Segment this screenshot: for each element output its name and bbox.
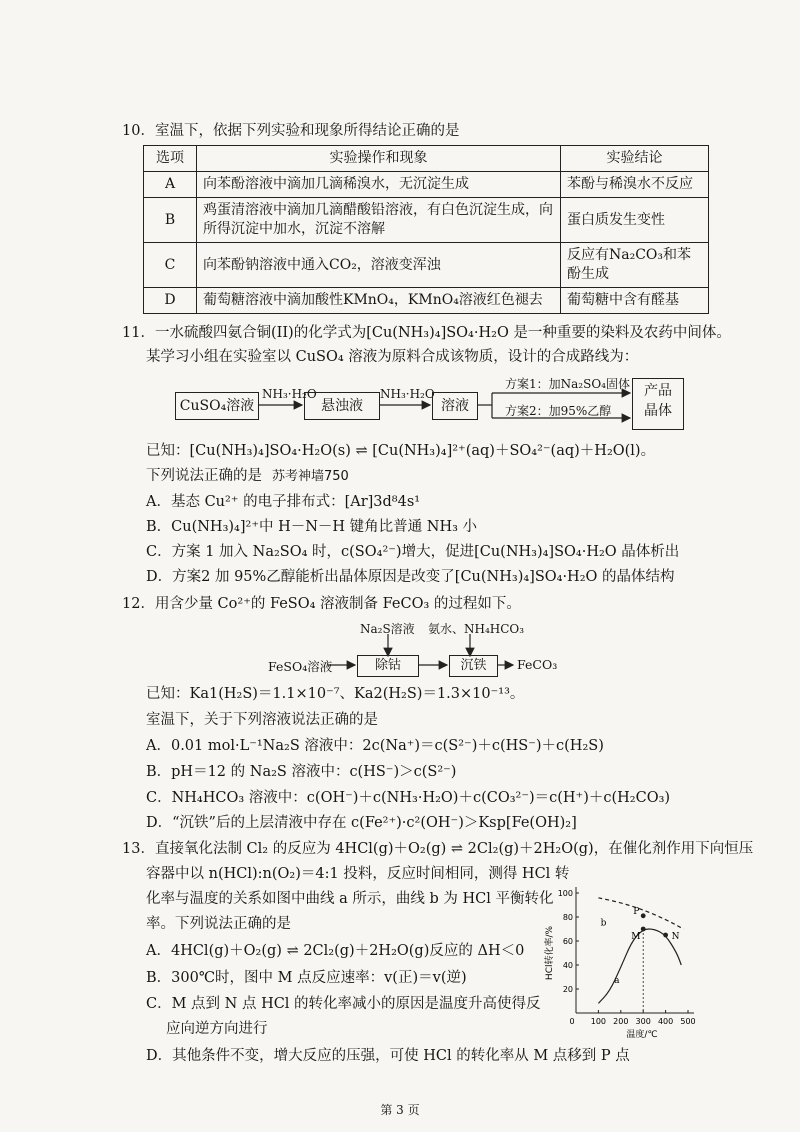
q13-option-b: B．300℃时，图中 M 点反应速率：v(正)＝v(逆) <box>146 970 467 986</box>
table-header: 选项 <box>144 146 197 172</box>
q12-ask: 室温下，关于下列溶液说法正确的是 <box>146 712 378 728</box>
q12-known: 已知：Ka1(H₂S)＝1.1×10⁻⁷、Ka2(H₂S)＝1.3×10⁻¹³。 <box>146 686 525 702</box>
x-tick-label: 100 <box>590 1017 607 1026</box>
table-header: 实验操作和现象 <box>197 146 561 172</box>
q11-option-a: A．基态 Cu²⁺ 的电子排布式：[Ar]3d⁸4s¹ <box>146 494 421 510</box>
q10-stem: 10．室温下，依据下列实验和现象所得结论正确的是 <box>122 123 460 139</box>
flow-plan-1: 方案1：加Na₂SO₄固体 <box>505 377 630 391</box>
flow-reagent-nh4hco3: 氨水、NH₄HCO₃ <box>428 622 525 636</box>
table-cell: 反应有Na₂CO₃和苯酚生成 <box>561 243 709 288</box>
flow-plan-2: 方案2：加95%乙醇 <box>505 404 612 418</box>
q11-known: 已知：[Cu(NH₃)₄]SO₄·H₂O(s) ⇌ [Cu(NH₃)₄]²⁺(aq)＋SO₄²⁻(aq)＋H₂O(l)。 <box>146 443 656 459</box>
table-cell: A <box>144 172 197 198</box>
flow-box-product <box>632 378 684 430</box>
y-tick-label: 40 <box>562 961 573 970</box>
point-label-M: M <box>631 932 641 942</box>
q11-option-d: D．方案2 加 95%乙醇能析出晶体原因是改变了[Cu(NH₃)₄]SO₄·H₂O 的晶体结构 <box>146 569 675 585</box>
y-tick-label: 20 <box>562 985 573 994</box>
y-tick-label: 80 <box>562 913 573 922</box>
q13-option-c: C．M 点到 N 点 HCl 的转化率减小的原因是温度升高使得反 <box>146 996 541 1012</box>
flow-reagent-na2s: Na₂S溶液 <box>360 622 415 636</box>
series-label-b: b <box>600 918 607 929</box>
flow-reagent-2: NH₃·H₂O <box>380 387 435 401</box>
x-tick-label: 400 <box>657 1017 674 1026</box>
x-tick-label: 300 <box>635 1017 651 1026</box>
q11-ask: 下列说法正确的是 <box>146 468 262 484</box>
q12-option-d: D．“沉铁”后的上层清液中存在 c(Fe²⁺)·c²(OH⁻)＞Ksp[Fe(OH)₂] <box>146 815 577 831</box>
table-cell: 向苯酚钠溶液中通入CO₂，溶液变浑浊 <box>197 243 561 288</box>
x-tick-label: 200 <box>613 1017 629 1026</box>
q12-stem: 12．用含少量 Co²⁺的 FeSO₄ 溶液制备 FeCO₃ 的过程如下。 <box>122 596 521 612</box>
q13-stem-2: 容器中以 n(HCl):n(O₂)＝4:1 投料，反应时间相同，测得 HCl 转 <box>146 866 570 882</box>
origin-label: 0 <box>569 1017 575 1026</box>
series-label-a: a <box>614 976 620 986</box>
q13-stem: 13．直接氧化法制 Cl₂ 的反应为 4HCl(g)＋O₂(g) ⇌ 2Cl₂(g)＋2H₂O(g)，在催化剂作用下向恒压 <box>122 841 754 857</box>
y-axis-label: HCl转化率/% <box>545 925 555 981</box>
x-axis-label: 温度/℃ <box>626 1030 658 1038</box>
q11-stem: 11．一水硫酸四氨合铜(II)的化学式为[Cu(NH₃)₄]SO₄·H₂O 是一种重要的染料及农药中间体。 <box>122 325 731 341</box>
q12-option-b: B．pH＝12 的 Na₂S 溶液中：c(HS⁻)＞c(S²⁻) <box>146 764 457 780</box>
series-line-b <box>598 898 683 929</box>
table-cell: 蛋白质发生变性 <box>561 198 709 243</box>
y-tick-label: 60 <box>562 937 573 946</box>
flow-box-cobalt-removal: 除钴 <box>357 655 419 677</box>
table-cell: 葡萄糖中含有醛基 <box>561 288 709 314</box>
flow-reagent-1: NH₃·H₂O <box>262 387 317 401</box>
point-P <box>641 913 646 918</box>
q13-option-a: A．4HCl(g)＋O₂(g) ⇌ 2Cl₂(g)＋2H₂O(g)反应的 ΔH＜0 <box>146 943 525 959</box>
table-cell: B <box>144 198 197 243</box>
q11-option-b: B．Cu(NH₃)₄]²⁺中 H－N－H 键角比普通 NH₃ 小 <box>146 519 478 535</box>
chart-series <box>598 898 683 1004</box>
point-N <box>663 933 668 938</box>
product-label: 产品 <box>644 383 672 399</box>
point-label-P: P <box>633 906 640 917</box>
product-label-2: 晶体 <box>644 403 672 419</box>
q11-stem-2: 某学习小组在实验室以 CuSO₄ 溶液为原料合成该物质，设计的合成路线为： <box>146 349 639 365</box>
flow-box-cuso4: CuSO₄溶液 <box>175 392 259 420</box>
chart-axes <box>543 887 696 1038</box>
x-tick-label: 500 <box>680 1017 696 1026</box>
page-number: 第 3 页 <box>380 1103 420 1117</box>
hcl-conversion-chart <box>540 868 700 1038</box>
flow-input: FeSO₄溶液 <box>268 659 333 674</box>
table-cell: 鸡蛋清溶液中滴加几滴醋酸铅溶液，有白色沉淀生成，向所得沉淀中加水，沉淀不溶解 <box>197 198 561 243</box>
table-cell: C <box>144 243 197 288</box>
q13-stem-4: 率。下列说法正确的是 <box>146 916 291 932</box>
q13-stem-3: 化率与温度的关系如图中曲线 a 所示，曲线 b 为 HCl 平衡转化 <box>146 891 554 907</box>
watermark-stamp: 苏考神墙750 <box>272 469 349 484</box>
table-cell: D <box>144 288 197 314</box>
q12-option-c: C．NH₄HCO₃ 溶液中：c(OH⁻)＋c(NH₃·H₂O)＋c(CO₃²⁻)＝c(H⁺)＋c(H₂CO₃) <box>146 790 671 806</box>
table-cell: 葡萄糖溶液中滴加酸性KMnO₄，KMnO₄溶液红色褪去 <box>197 288 561 314</box>
flow-box-iron-precip: 沉铁 <box>449 655 498 677</box>
table-cell: 苯酚与稀溴水不反应 <box>561 172 709 198</box>
flow-box-solution: 溶液 <box>432 392 478 420</box>
point-label-N: N <box>671 932 680 942</box>
q11-option-c: C．方案 1 加入 Na₂SO₄ 时，c(SO₄²⁻)增大，促进[Cu(NH₃)₄]SO₄·H₂O 晶体析出 <box>146 544 680 560</box>
flow-output: FeCO₃ <box>517 657 558 672</box>
q12-option-a: A．0.01 mol·L⁻¹Na₂S 溶液中：2c(Na⁺)＝c(S²⁻)＋c(HS⁻)＋c(H₂S) <box>146 738 604 754</box>
flow-box-suspension: 悬浊液 <box>304 392 380 420</box>
q13-option-c-cont: 应向逆方向进行 <box>166 1021 268 1037</box>
table-header: 实验结论 <box>561 146 709 172</box>
table-cell: 向苯酚溶液中滴加几滴稀溴水，无沉淀生成 <box>197 172 561 198</box>
q13-option-d: D．其他条件不变，增大反应的压强，可使 HCl 的转化率从 M 点移到 P 点 <box>146 1048 630 1064</box>
y-tick-label: 100 <box>557 889 573 898</box>
